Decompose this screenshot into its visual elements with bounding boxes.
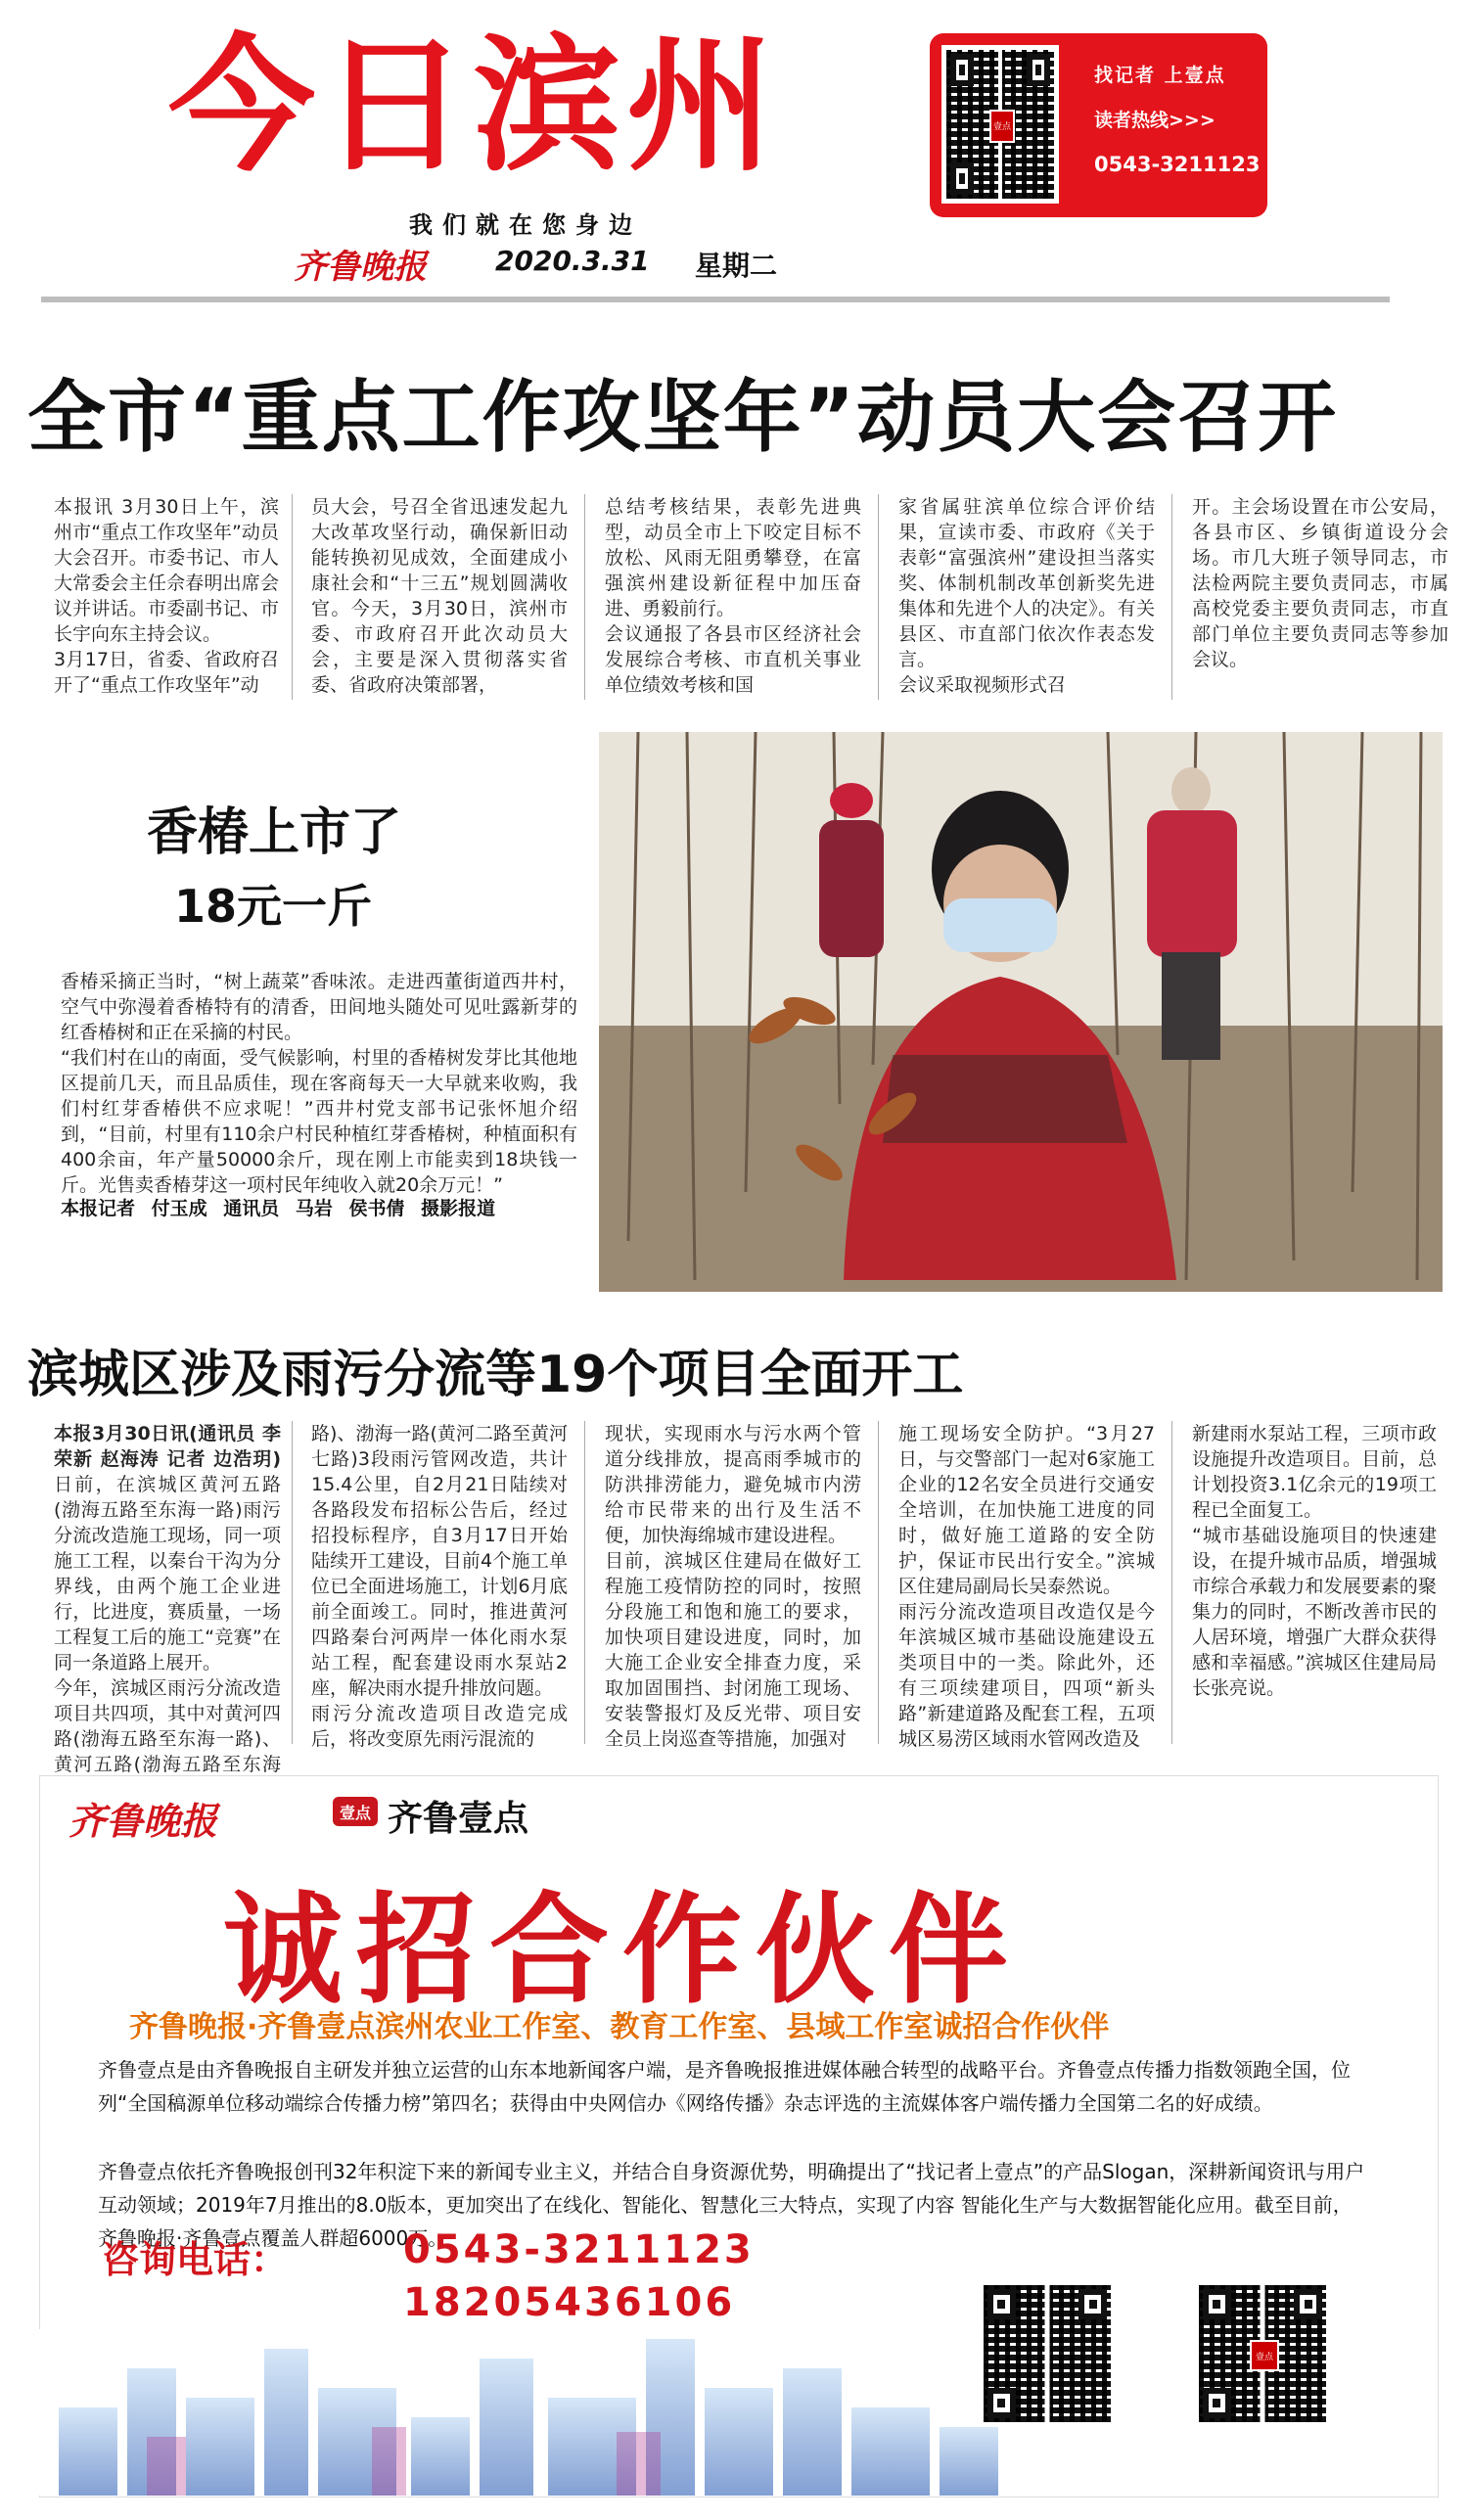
story1-column-4: 家省属驻滨单位综合评价结果，宣读市委、市政府《关于表彰“富强滨州”建设担当落实奖、体制机制改革创新奖先进集体和先进个人的决定》。有关县区、市直部门依次作表态发言。 会议采取视频形式召 (898, 496, 1155, 696)
reporter-box-hotline-label: 读者热线>>> (1094, 110, 1216, 131)
column-divider (878, 494, 879, 700)
story1-column-1: 本报讯 3月30日上午，滨州市“重点工作攻坚年”动员大会召开。市委书记、市人大常委会主任佘春明出席会议并讲话。市委副书记、市长宇向东主持会议。 3月17日，省委、省政府召开了“重点工作攻坚年”动 (54, 496, 279, 696)
ad-phone-1: 0543-3211123 (403, 2227, 755, 2272)
column-divider (292, 494, 293, 700)
issue-date: 2020.3.31 (495, 245, 650, 277)
story3-column-4: 施工现场安全防护。“3月27日，与交警部门一起对6家施工企业的12名安全员进行交通安全培训，在加快施工进度的同时，做好施工道路的安全防护，保证市民出行安全。”滨城区住建局副局长吴泰然说。 雨污分流改造项目改造仅是今年滨城区城市基础设施建设五类项目中的一类。除此外，还有三项续建项目，四项“新头路”新建道路及配套工程，五项城区易涝区域雨水管网改造及 (898, 1423, 1155, 1750)
story3-lead: 本报3月30日讯(通讯员 李荣新 赵海涛 记者 边浩玥) (54, 1423, 281, 1470)
story3-headline: 滨城区涉及雨污分流等19个项目全面开工 (27, 1346, 964, 1404)
ad-paragraph-1: 齐鲁壹点是由齐鲁晚报自主研发并独立运营的山东本地新闻客户端，是齐鲁晚报推进媒体融合转型的战略平台。齐鲁壹点传播力指数领跑全国，位列“全国稿源单位移动端综合传播力榜”第四名；获得由中央网信办《网络传播》杂志评选的主流媒体客户端传播力全国第二名的好成绩。 (98, 2058, 1351, 2115)
column-divider (292, 1421, 293, 1744)
story1-headline: 全市“重点工作攻坚年”动员大会召开 (27, 372, 1339, 463)
ad-title: 诚招合作伙伴 (223, 1881, 1022, 2020)
column-divider (1171, 1421, 1172, 1744)
story3-column-5: 新建雨水泵站工程，三项市政设施提升改造项目。目前，总计划投资3.1亿余元的19项工程已全面复工。 “城市基础设施项目的快速建设，在提升城市品质，增强城市综合承载力和发展要素的聚集力的同时，不断改善市民的人居环境，增强广大群众获得感和幸福感。”滨城区住建局局长张亮说。 (1192, 1423, 1437, 1699)
news-photo-toona-harvest (599, 732, 1443, 1292)
story3-column-2: 路)、渤海一路(黄河二路至黄河七路)3段雨污管网改造，共计15.4公里，自2月21日陆续对各路段发布招标公告后，经过招投标程序，自3月17日开始陆续开工建设，目前4个施工单位已全面进场施工，计划6月底前全面竣工。同时，推进黄河四路秦台河两岸一体化雨水泵站工程，配套建设雨水泵站2座，解决雨水提升排放问题。 雨污分流改造项目改造完成后，将改变原先雨污混流的 (311, 1423, 568, 1750)
reporter-box-phone: 0543-3211123 (1094, 153, 1261, 176)
column-divider (584, 1421, 585, 1744)
ad-subtitle: 齐鲁晚报·齐鲁壹点滨州农业工作室、教育工作室、县域工作室诚招合作伙伴 (129, 2010, 1110, 2044)
qr-code-icon (979, 2280, 1116, 2427)
story1-column-5: 开。主会场设置在市公安局，各县市区、乡镇街道设分会场。市几大班子领导同志，市法检两院主要负责同志，市属高校党委主要负责同志，市直部门单位主要负责同志等参加会议。 (1192, 496, 1448, 670)
qr-code-icon: 壹点 (941, 45, 1059, 204)
ad-app-name: 齐鲁壹点 (388, 1799, 529, 1839)
ad-contact-label: 咨询电话： (102, 2238, 289, 2281)
story3-column-1-text: 日前，在滨城区黄河五路(渤海五路至东海一路)雨污分流改造施工现场，同一项施工工程，以秦台干沟为分界线，由两个施工企业进行，比进度，赛质量，一场工程复工后的施工“竞赛”在同一条道路上展开。 今年，滨城区雨污分流改造项目共四项，其中对黄河四路(渤海五路至东海一路)、黄河五路(渤海五路至东海 (54, 1474, 281, 1775)
masthead-divider (41, 297, 1390, 302)
story2-byline: 本报记者 付玉成 通讯员 马岩 侯书倩 摄影报道 (61, 1198, 496, 1219)
story2-body: 香椿采摘正当时，“树上蔬菜”香味浓。走进西董街道西井村，空气中弥漫着香椿特有的清香，田间地头随处可见吐露新芽的红香椿树和正在采摘的村民。 “我们村在山的南面，受气候影响，村里的香椿树发芽比其他地区提前几天，而且品质佳，现在客商每天一大早就来收购，我们村红芽香椿供不应求呢！”西井村党支部书记张怀旭介绍到，“目前，村里有110余户村民种植红芽香椿树，种植面积有400余亩，年产量50000余斤，现在刚上市能卖到18块钱一斤。光售卖香椿芽这一项村民年纯收入就20余万元！” (61, 971, 577, 1196)
story1-column-2: 员大会，号召全省迅速发起九大改革攻坚行动，确保新旧动能转换初见成效，全面建成小康社会和“十三五”规划圆满收官。今天，3月30日，滨州市委、市政府召开此次动员大会，主要是深入贯彻落实省委、省政府决策部署， (311, 496, 568, 696)
story1-column-3: 总结考核结果，表彰先进典型，动员全市上下咬定目标不放松、风雨无阻勇攀登，在富强滨州建设新征程中加压奋进、勇毅前行。 会议通报了各县市区经济社会发展综合考核、市直机关事业单位绩效考核和国 (605, 496, 861, 696)
story2-subtitle: 18元一斤 (174, 880, 373, 933)
story2-title: 香椿上市了 (147, 803, 402, 862)
qr-code-icon: 壹点 (1194, 2280, 1331, 2427)
column-divider (878, 1421, 879, 1744)
column-divider (1171, 494, 1172, 700)
ad-phone-2: 18205436106 (403, 2280, 736, 2325)
masthead-slogan: 我们就在您身边 (409, 211, 642, 239)
masthead-title: 今日滨州 (168, 22, 780, 192)
issue-weekday: 星期二 (695, 250, 778, 282)
story3-column-1 (54, 1421, 281, 1803)
ad-paragraph-2: 齐鲁壹点依托齐鲁晚报创刊32年积淀下来的新闻专业主义，并结合自身资源优势，明确提出了“找记者上壹点”的产品Slogan，深耕新闻资讯与用户互动领域；2019年7月推出的8.0版本，更加突出了在线化、智能化、智慧化三大特点，实现了内容 智能化生产与大数据智能化应用。截至目前，齐鲁晚报·齐鲁壹点覆盖人群超6000万。 (98, 2160, 1365, 2250)
brand-logo-text: 齐鲁晚报 (294, 248, 427, 287)
ad-app-badge: 壹点 (333, 1797, 378, 1826)
story3-column-3: 现状，实现雨水与污水两个管道分线排放，提高雨季城市的防洪排涝能力，避免城市内涝给市民带来的出行及生活不便，加快海绵城市建设进程。 目前，滨城区住建局在做好工程施工疫情防控的同时，按照分段施工和饱和施工的要求，加快项目建设进度，同时，加大施工企业安全排查力度，采取加固围挡、封闭施工现场、安装警报灯及反光带、项目安全员上岗巡查等措施，加强对 (605, 1423, 861, 1750)
ad-brand-logo: 齐鲁晚报 (69, 1799, 218, 1843)
reporter-box-slogan: 找记者 上壹点 (1094, 65, 1226, 86)
column-divider (584, 494, 585, 700)
